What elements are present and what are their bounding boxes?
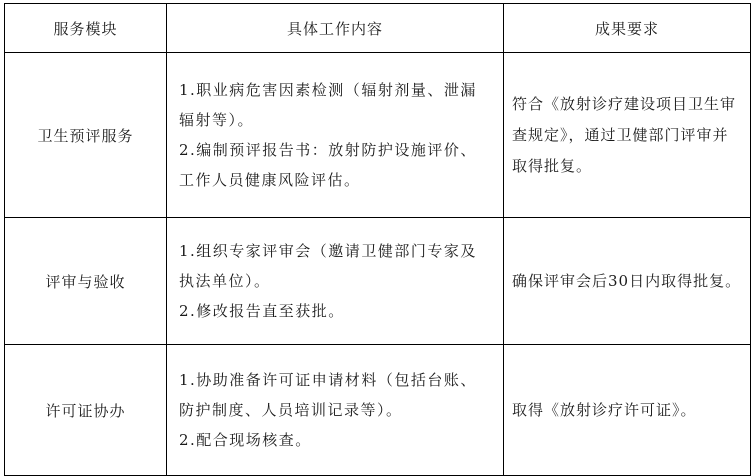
header-module: 服务模块: [5, 4, 167, 53]
content-cell: [167, 218, 504, 345]
content-item: 1.职业病危害因素检测（辐射剂量、泄漏辐射等）。: [179, 81, 477, 129]
result-cell: 确保评审会后30日内取得批复。: [504, 218, 751, 345]
module-cell: 许可证协办: [5, 345, 167, 476]
table-row: [5, 218, 751, 345]
module-cell: 卫生预评服务: [5, 53, 167, 218]
content-cell: [167, 53, 504, 218]
header-content: 具体工作内容: [167, 4, 504, 53]
module-cell: 评审与验收: [5, 218, 167, 345]
content-item: 2.编制预评报告书：放射防护设施评价、工作人员健康风险评估。: [179, 141, 477, 189]
content-item: 1.组织专家评审会（邀请卫健部门专家及执法单位）。: [179, 242, 477, 290]
result-cell: 符合《放射诊疗建设项目卫生审查规定》，通过卫健部门评审并取得批复。: [504, 53, 751, 218]
service-table: [4, 3, 751, 476]
content-cell: [167, 345, 504, 476]
content-item: 2.配合现场核查。: [179, 431, 312, 449]
table-row: [5, 345, 751, 476]
table-row: [5, 53, 751, 218]
header-result: 成果要求: [504, 4, 751, 53]
result-cell: 取得《放射诊疗许可证》。: [504, 345, 751, 476]
content-item: 2.修改报告直至获批。: [179, 302, 345, 320]
table-header-row: [5, 4, 751, 53]
content-item: 1.协助准备许可证申请材料（包括台账、防护制度、人员培训记录等）。: [179, 371, 477, 419]
